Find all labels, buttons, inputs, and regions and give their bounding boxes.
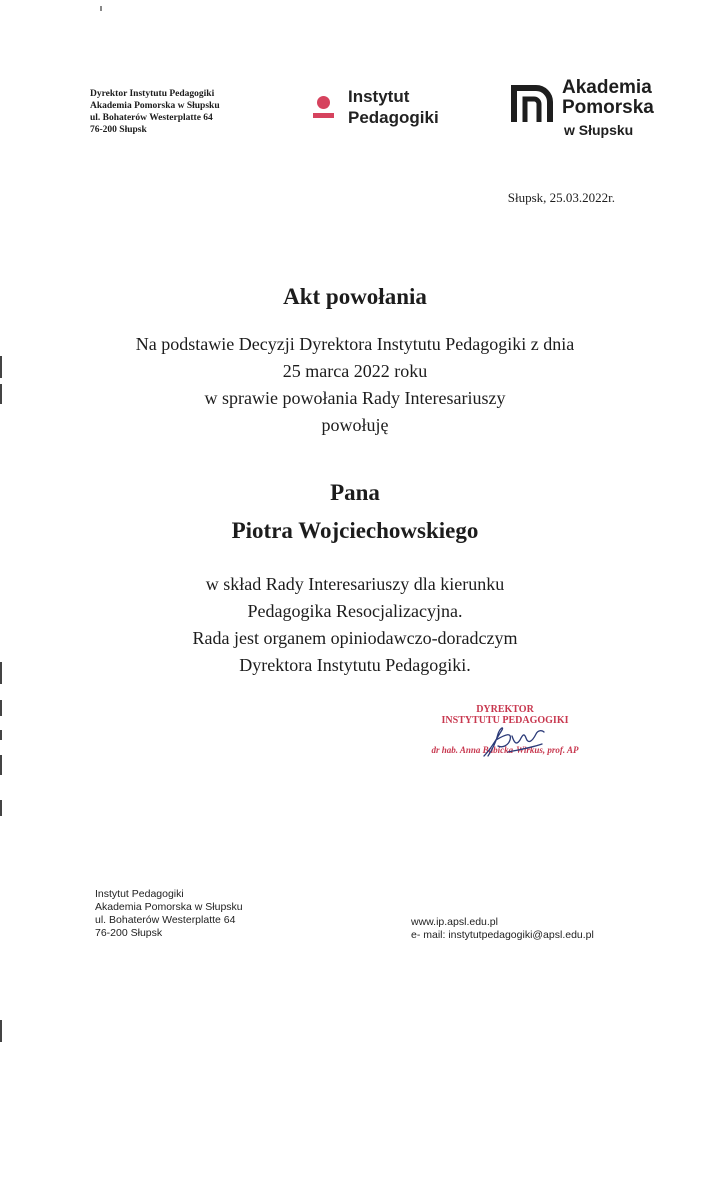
stamp-line1: DYREKTOR xyxy=(476,704,534,715)
appointee-block xyxy=(0,474,710,550)
scan-mark xyxy=(0,800,2,816)
honorific: Pana xyxy=(330,480,380,505)
intro-line: w sprawie powołania Rady Interesariuszy xyxy=(204,388,506,408)
footer-contact xyxy=(411,916,594,942)
sender-line: ul. Bohaterów Westerplatte 64 xyxy=(90,113,213,123)
scan-mark xyxy=(100,6,102,11)
body-line: Dyrektora Instytutu Pedagogiki. xyxy=(239,655,471,675)
footer-address-line: Akademia Pomorska w Słupsku xyxy=(95,901,243,913)
institute-logo-line1: Instytut xyxy=(348,87,410,106)
sender-line: Dyrektor Instytutu Pedagogiki xyxy=(90,89,215,99)
intro-paragraph xyxy=(0,331,710,439)
intro-line: powołuję xyxy=(321,415,389,435)
institute-logo-line2: Pedagogiki xyxy=(348,108,439,127)
institute-logo-icon xyxy=(312,86,336,120)
academy-logo-line2: Pomorska xyxy=(562,97,654,118)
document-date: Słupsk, 25.03.2022r. xyxy=(507,190,615,205)
scan-mark xyxy=(0,755,2,775)
footer-address-line: 76-200 Słupsk xyxy=(95,927,163,939)
footer-website: www.ip.apsl.edu.pl xyxy=(411,916,498,928)
academy-logo-line3: w Słupsku xyxy=(564,122,634,138)
footer-address-line: Instytut Pedagogiki xyxy=(95,888,184,900)
academy-logo-icon xyxy=(510,78,554,124)
intro-line: 25 marca 2022 roku xyxy=(282,361,428,381)
sender-line: 76-200 Słupsk xyxy=(90,125,147,135)
stamp-person: dr hab. Anna Babicka-Wirkus, prof. AP xyxy=(431,745,579,755)
scan-mark xyxy=(0,730,2,740)
footer-address-line: ul. Bohaterów Westerplatte 64 xyxy=(95,914,236,926)
body-line: w skład Rady Interesariuszy dla kierunku xyxy=(205,574,505,594)
scan-mark xyxy=(0,1020,2,1042)
scan-mark xyxy=(0,700,2,716)
footer-address xyxy=(95,888,243,940)
academy-logo-line1: Akademia xyxy=(562,77,652,98)
body-line: Pedagogika Resocjalizacyjna. xyxy=(247,601,463,621)
stamp-line2: INSTYTUTU PEDAGOGIKI xyxy=(441,715,569,726)
body-line: Rada jest organem opiniodawczo-doradczym xyxy=(192,628,518,648)
document-title: Akt powołania xyxy=(283,284,427,309)
appointee-name: Piotra Wojciechowskiego xyxy=(231,518,479,543)
sender-address xyxy=(90,88,220,136)
sender-line: Akademia Pomorska w Słupsku xyxy=(90,101,220,111)
footer-email: e- mail: instytutpedagogiki@apsl.edu.pl xyxy=(411,929,594,941)
intro-line: Na podstawie Decyzji Dyrektora Instytutu Pedagogiki z dnia xyxy=(135,334,575,354)
handwritten-signature xyxy=(478,722,548,762)
body-paragraph xyxy=(0,571,710,679)
